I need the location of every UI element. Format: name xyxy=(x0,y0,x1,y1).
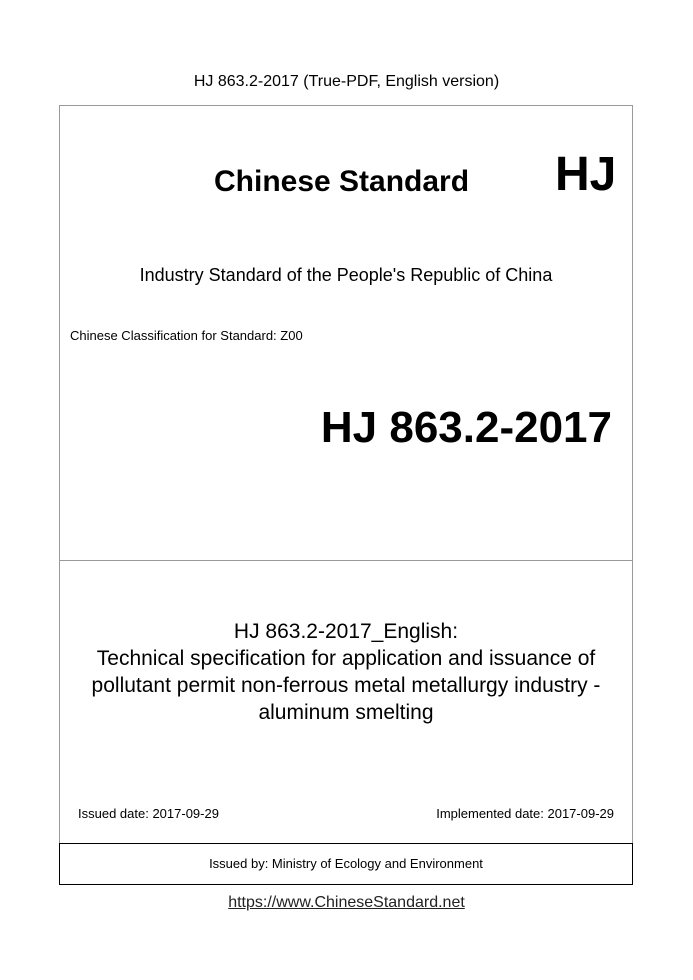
title-line: Technical specification for application and issuance of xyxy=(96,647,596,670)
code-prefix: HJ xyxy=(555,148,617,201)
document-title xyxy=(60,618,632,726)
standard-label: Chinese Standard xyxy=(214,165,470,198)
cover-lower-section xyxy=(60,561,632,843)
issued-by-box: Issued by: Ministry of Ecology and Environment xyxy=(59,843,633,885)
cover-upper-section xyxy=(60,106,632,561)
title-line: pollutant permit non-ferrous metal metallurgy industry - xyxy=(91,674,601,697)
cover-frame xyxy=(59,105,633,885)
website-link[interactable]: https://www.ChineseStandard.net xyxy=(228,894,465,911)
website-link-row xyxy=(0,893,693,913)
issued-date: Issued date: 2017-09-29 xyxy=(78,806,219,821)
title-line: HJ 863.2-2017_English: xyxy=(233,620,459,643)
document-header-title: HJ 863.2-2017 (True-PDF, English version) xyxy=(193,73,500,90)
title-line: aluminum smelting xyxy=(258,701,434,724)
classification-text: Chinese Classification for Standard: Z00 xyxy=(70,328,303,343)
industry-line: Industry Standard of the People's Republic of China xyxy=(139,265,553,285)
implemented-date: Implemented date: 2017-09-29 xyxy=(436,806,614,821)
standard-number: HJ 863.2-2017 xyxy=(320,403,612,452)
